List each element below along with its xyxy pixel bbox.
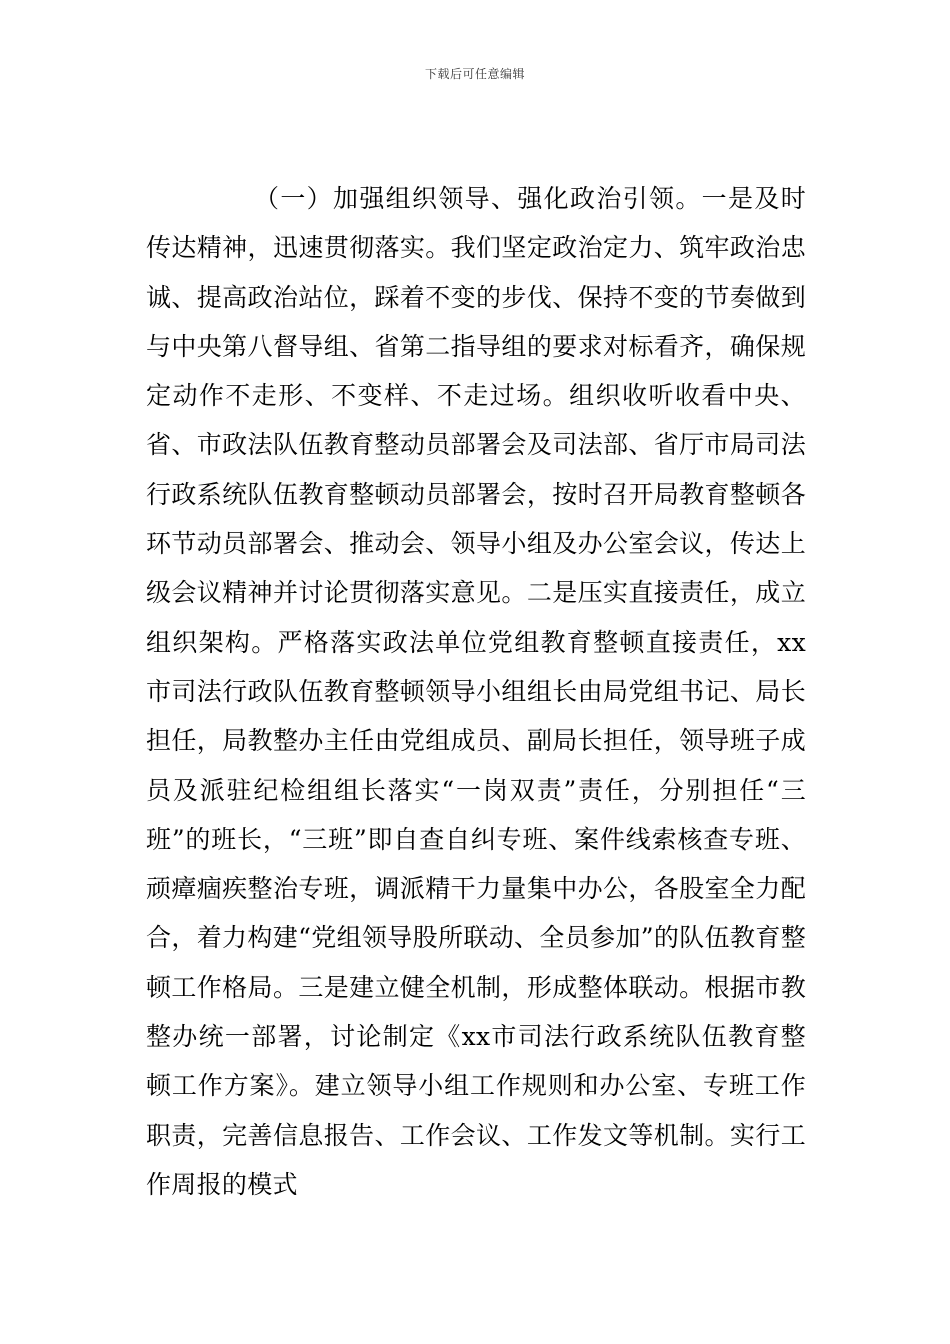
document-paragraph: （一）加强组织领导、强化政治引领。一是及时传达精神，迅速贯彻落实。我们坚定政治定力、筑牢政治忠诚、提高政治站位，踩着不变的步伐、保持不变的节奏做到与中央第八督导组、省第二指导组的要求对标看齐，确保规定动作不走形、不变样、不走过场。组织收听收看中央、省、市政法队伍教育整动员部署会及司法部、省厅市局司法行政系统队伍教育整顿动员部署会，按时召开局教育整顿各环节动员部署会、推动会、领导小组及办公室会议，传达上级会议精神并讨论贯彻落实意见。二是压实直接责任，成立组织架构。严格落实政法单位党组教育整顿直接责任，xx市司法行政队伍教育整顿领导小组组长由局党组书记、局长担任，局教整办主任由党组成员、副局长担任，领导班子成员及派驻纪检组组长落实“一岗双责”责任，分别担任“三班”的班长，“三班”即自查自纠专班、案件线索核查专班、顽瘴痼疾整治专班，调派精干力量集中办公，各股室全力配合，着力构建“党组领导股所联动、全员参加”的队伍教育整顿工作格局。三是建立健全机制，形成整体联动。根据市教整办统一部署，讨论制定《xx市司法行政系统队伍教育整顿工作方案》。建立领导小组工作规则和办公室、专班工作职责，完善信息报告、工作会议、工作发文等机制。实行工作周报的模式 xyxy=(146,184,806,1199)
page-header-note: 下载后可任意编辑 xyxy=(424,67,525,81)
